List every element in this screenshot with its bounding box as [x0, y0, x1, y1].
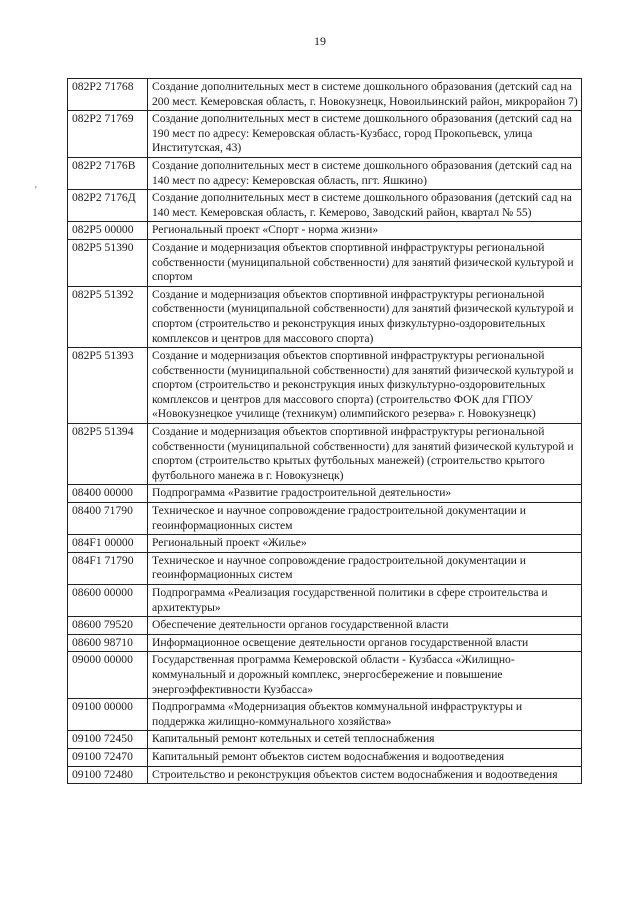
table-row	[68, 652, 582, 699]
target-name-cell: Создание и модернизация объектов спортивной инфраструктуры региональной собственности (муниципальной собственности) для занятий физической культурой и спортом (строительство и реконструкция иных физкультурно-оздоровительных комплексов и центров для массового спорта)	[148, 286, 582, 347]
table-row	[68, 485, 582, 503]
table-row	[68, 190, 582, 222]
table-row	[68, 748, 582, 766]
table-row	[68, 157, 582, 189]
target-code-cell: 08600 00000	[68, 585, 148, 617]
target-code-cell: 082P5 51393	[68, 348, 148, 424]
target-code-cell: 082P2 71769	[68, 111, 148, 158]
table-row	[68, 239, 582, 286]
budget-codes-table	[67, 78, 582, 784]
target-name-cell: Государственная программа Кемеровской области - Кузбасса «Жилищно-коммунальный и дорожный комплекс, энергосбережение и повышение энергоэффективности Кузбасса»	[148, 652, 582, 699]
target-name-cell: Техническое и научное сопровождение градостроительной документации и геоинформационных систем	[148, 552, 582, 584]
target-name-cell: Региональный проект «Спорт - норма жизни»	[148, 222, 582, 240]
target-name-cell: Создание и модернизация объектов спортивной инфраструктуры региональной собственности (муниципальной собственности) для занятий физической культурой и спортом (строительство крытых футбольных манежей) (строительство крытого футбольного манежа в г. Новокузнецк)	[148, 424, 582, 485]
target-name-cell: Информационное освещение деятельности органов государственной власти	[148, 634, 582, 652]
target-name-cell: Капитальный ремонт объектов систем водоснабжения и водоотведения	[148, 748, 582, 766]
target-code-cell: 09100 72480	[68, 766, 148, 784]
target-code-cell: 08400 00000	[68, 485, 148, 503]
table-body	[68, 79, 582, 784]
target-code-cell: 09100 00000	[68, 699, 148, 731]
table-row	[68, 617, 582, 635]
target-code-cell: 082P2 71768	[68, 79, 148, 111]
table-row	[68, 731, 582, 749]
target-name-cell: Техническое и научное сопровождение градостроительной документации и геоинформационных систем	[148, 503, 582, 535]
target-name-cell: Капитальный ремонт котельных и сетей теплоснабжения	[148, 731, 582, 749]
target-code-cell: 082P2 7176Д	[68, 190, 148, 222]
margin-mark: '	[35, 185, 37, 196]
target-code-cell: 082P5 51394	[68, 424, 148, 485]
target-name-cell: Подпрограмма «Реализация государственной политики в сфере строительства и архитектуры»	[148, 585, 582, 617]
target-name-cell: Создание дополнительных мест в системе дошкольного образования (детский сад на 200 мест. Кемеровская область, г. Новокузнецк, Новоильинский район, микрорайон 7)	[148, 79, 582, 111]
table-row	[68, 286, 582, 347]
table-row	[68, 634, 582, 652]
target-code-cell: 084F1 71790	[68, 552, 148, 584]
target-code-cell: 08400 71790	[68, 503, 148, 535]
table-row	[68, 552, 582, 584]
target-code-cell: 09100 72470	[68, 748, 148, 766]
table-row	[68, 348, 582, 424]
table-row	[68, 535, 582, 553]
table-row	[68, 424, 582, 485]
table-row	[68, 79, 582, 111]
target-name-cell: Создание и модернизация объектов спортивной инфраструктуры региональной собственности (муниципальной собственности) для занятий физической культурой и спортом (строительство и реконструкция иных физкультурно-оздоровительных комплексов и центров для массового спорта) (строительство ФОК для ГПОУ «Новокузнецкое училище (техникум) олимпийского резерва» г. Новокузнецк)	[148, 348, 582, 424]
target-name-cell: Обеспечение деятельности органов государственной власти	[148, 617, 582, 635]
table-row	[68, 766, 582, 784]
target-name-cell: Подпрограмма «Развитие градостроительной деятельности»	[148, 485, 582, 503]
target-name-cell: Строительство и реконструкция объектов систем водоснабжения и водоотведения	[148, 766, 582, 784]
target-code-cell: 082P5 51392	[68, 286, 148, 347]
table-row	[68, 699, 582, 731]
target-code-cell: 09100 72450	[68, 731, 148, 749]
target-code-cell: 082P5 00000	[68, 222, 148, 240]
target-name-cell: Региональный проект «Жилье»	[148, 535, 582, 553]
target-code-cell: 084F1 00000	[68, 535, 148, 553]
table-row	[68, 222, 582, 240]
target-code-cell: 08600 79520	[68, 617, 148, 635]
table-row	[68, 111, 582, 158]
target-code-cell: 08600 98710	[68, 634, 148, 652]
target-code-cell: 082P5 51390	[68, 239, 148, 286]
page-number: 19	[314, 34, 326, 48]
target-name-cell: Создание и модернизация объектов спортивной инфраструктуры региональной собственности (муниципальной собственности) для занятий физической культурой и спортом	[148, 239, 582, 286]
target-code-cell: 082P2 7176В	[68, 157, 148, 189]
target-name-cell: Создание дополнительных мест в системе дошкольного образования (детский сад на 190 мест по адресу: Кемеровская область-Кузбасс, город Прокопьевск, улица Институтская, 43)	[148, 111, 582, 158]
table-row	[68, 585, 582, 617]
target-name-cell: Создание дополнительных мест в системе дошкольного образования (детский сад на 140 мест по адресу: Кемеровская область, пгт. Яшкино)	[148, 157, 582, 189]
table-row	[68, 503, 582, 535]
target-code-cell: 09000 00000	[68, 652, 148, 699]
target-name-cell: Подпрограмма «Модернизация объектов коммунальной инфраструктуры и поддержка жилищно-коммунального хозяйства»	[148, 699, 582, 731]
target-name-cell: Создание дополнительных мест в системе дошкольного образования (детский сад на 140 мест. Кемеровская область, г. Кемерово, Заводский район, квартал № 55)	[148, 190, 582, 222]
